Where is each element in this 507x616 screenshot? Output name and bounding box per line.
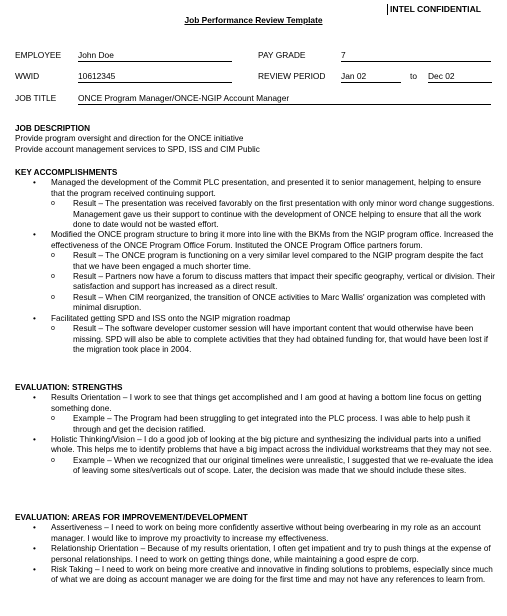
key-accomplishments-heading: KEY ACCOMPLISHMENTS [15, 168, 118, 177]
pay-grade-value: 7 [341, 50, 491, 62]
pay-grade-label: PAY GRADE [258, 50, 306, 60]
confidentiality-label: INTEL CONFIDENTIAL [387, 4, 481, 15]
job-description-line: Provide account management services to SPD, ISS and CIM Public [15, 144, 260, 154]
accomplishment-result: o Result – The ONCE program is functioning on a very similar level compared to the NGIP program despite the fact that we have been engaged a much shorter time. [51, 251, 495, 272]
accomplishment-result: o Result – When CIM reorganized, the transition of ONCE activities to Marc Wallis' organization was completed with minimal disruption. [51, 293, 495, 314]
improvement-section [15, 513, 495, 586]
strength-item: • Holistic Thinking/Vision – I do a good job of looking at the big picture and synthesizing the individual parts into a unified whole. This helps me to identify problems that have a big impact across the individual workstreams that they may not see. [33, 435, 495, 456]
strength-example: o Example – When we recognized that our original timelines were unrealistic, I suggested that we re-evaluate the idea of leaving some sites/verticals out of scope. Later, the decision was made that we should include these sites. [51, 456, 495, 477]
strength-example: o Example – The Program had been struggling to get integrated into the PLC process. I was able to help push it through and get the decision ratified. [51, 414, 495, 435]
review-period-label: REVIEW PERIOD [258, 71, 326, 81]
employee-label: EMPLOYEE [15, 50, 62, 60]
accomplishment-item: • Modified the ONCE program structure to bring it more into line with the BKMs from the NGIP program office. Increased the effectiveness of the ONCE Program Office Forum. Instituted the ONCE Program Office partners forum. [33, 230, 495, 251]
strengths-heading: EVALUATION: STRENGTHS [15, 383, 123, 392]
job-title-label: JOB TITLE [15, 93, 57, 103]
review-to-label: to [410, 71, 417, 81]
employee-value: John Doe [78, 50, 232, 62]
accomplishment-item: • Managed the development of the Commit PLC presentation, and presented it to senior management, helping to ensure that the program received continuing support. [33, 178, 495, 199]
accomplishment-result: o Result – The software developer customer session will have important content that would otherwise have been missing. SPD will also be able to complete activities that they had obtained funding for, that would have been lost if the migration took place in 2004. [51, 324, 495, 355]
job-title-value: ONCE Program Manager/ONCE-NGIP Account Manager [78, 93, 491, 105]
improvement-heading: EVALUATION: AREAS FOR IMPROVEMENT/DEVELOPMENT [15, 513, 248, 522]
improvement-item: • Relationship Orientation – Because of my results orientation, I often get impatient and try to push things at the expense of personal relationships. I need to work on getting things done, while maintaining a good espre de corp. [33, 544, 495, 565]
job-description-line: Provide program oversight and direction for the ONCE initiative [15, 134, 244, 144]
review-end-value: Dec 02 [428, 71, 492, 83]
wwid-label: WWID [15, 71, 40, 81]
strengths-section [15, 383, 495, 477]
wwid-value: 10612345 [78, 71, 232, 83]
job-description-heading: JOB DESCRIPTION [15, 124, 91, 133]
improvement-item: • Assertiveness – I need to work on being more confidently assertive without being overbearing in my role as an account manager. I would like to improve my proactivity to increase my effectiveness. [33, 523, 495, 544]
accomplishment-result: o Result – The presentation was received favorably on the first presentation with only minor word change suggestions. Management gave us their support to continue with the development of ONCE helping to ensure that all the work done to date would not be wasted effort. [51, 199, 495, 230]
job-description-section [15, 124, 495, 155]
improvement-item: • Risk Taking – I need to work on being more creative and innovative in finding solutions to problems, especially since much of what we are doing as account manager we are doing for the first time and may not have any references to learn from. [33, 565, 495, 586]
review-start-value: Jan 02 [341, 71, 401, 83]
accomplishment-result: o Result – Partners now have a forum to discuss matters that impact their specific geography, vertical or division. Their satisfaction and support has increased as a direct result. [51, 272, 495, 293]
document-title: Job Performance Review Template [184, 15, 323, 25]
accomplishment-item: • Facilitated getting SPD and ISS onto the NGIP migration roadmap [33, 314, 495, 324]
key-accomplishments-section [15, 168, 495, 355]
strength-item: • Results Orientation – I work to see that things get accomplished and I am good at having a bottom line focus on getting something done. [33, 393, 495, 414]
